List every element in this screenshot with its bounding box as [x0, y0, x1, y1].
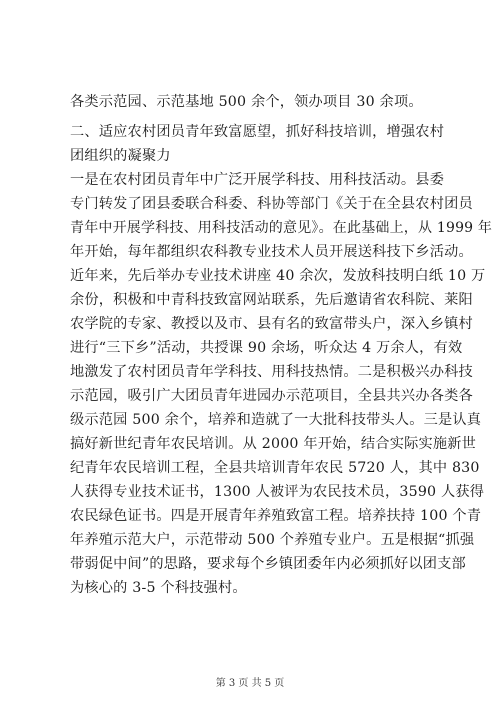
- section-heading-line: 二、适应农村团员青年致富愿望，抓好科技培训，增强农村: [70, 124, 445, 140]
- body-line: 农学院的专家、教授以及市、县有名的致富带头户，深入乡镇村: [70, 316, 473, 332]
- body-line: 专门转发了团县委联合科委、科协等部门《关于在全县农村团员: [70, 196, 473, 212]
- body-line: 进行“三下乡”活动，共授课 90 余场，听众达 4 万余人，有效: [70, 340, 463, 356]
- body-line: 各类示范园、示范基地 500 余个，领办项目 30 余项。: [70, 94, 423, 110]
- body-line: 级示范园 500 余个，培养和造就了一大批科技带头人。三是认真: [70, 412, 482, 428]
- body-line: 人获得专业技术证书，1300 人被评为农民技术员，3590 人获得: [70, 484, 485, 500]
- body-line: 一是在农村团员青年中广泛开展学科技、用科技活动。县委: [70, 172, 445, 188]
- body-line: 地激发了农村团员青年学科技、用科技热情。二是积极兴办科技: [70, 364, 473, 380]
- body-line: 年开始，每年都组织农科教专业技术人员开展送科技下乡活动。: [70, 244, 473, 260]
- body-line: 年养殖示范大户，示范带动 500 个养殖专业户。五是根据“抓强: [70, 532, 475, 548]
- body-line: 示范园，吸引广大团员青年进园办示范项目，全县共兴办各类各: [70, 388, 473, 404]
- body-line: 为核心的 3-5 个科技强村。: [70, 580, 247, 596]
- body-line: 带弱促中间”的思路，要求每个乡镇团委年内必须抓好以团支部: [70, 556, 466, 572]
- body-line: 余份，积极和中青科技致富网站联系，先后邀请省农科院、莱阳: [70, 292, 473, 308]
- page-number-footer: 第 3 页 共 5 页: [215, 678, 285, 689]
- body-line: 搞好新世纪青年农民培训。从 2000 年开始，结合实际实施新世: [70, 436, 477, 452]
- body-line: 农民绿色证书。四是开展青年养殖致富工程。培养扶持 100 个青: [70, 508, 482, 524]
- body-line: 青年中开展学科技、用科技活动的意见》。在此基础上，从 1999 年: [70, 220, 493, 236]
- body-line: 近年来，先后举办专业技术讲座 40 余次，发放科技明白纸 10 万: [70, 268, 486, 284]
- body-line: 纪青年农民培训工程，全县共培训青年农民 5720 人，其中 830: [70, 460, 480, 476]
- section-heading-line: 团组织的凝聚力: [70, 148, 171, 164]
